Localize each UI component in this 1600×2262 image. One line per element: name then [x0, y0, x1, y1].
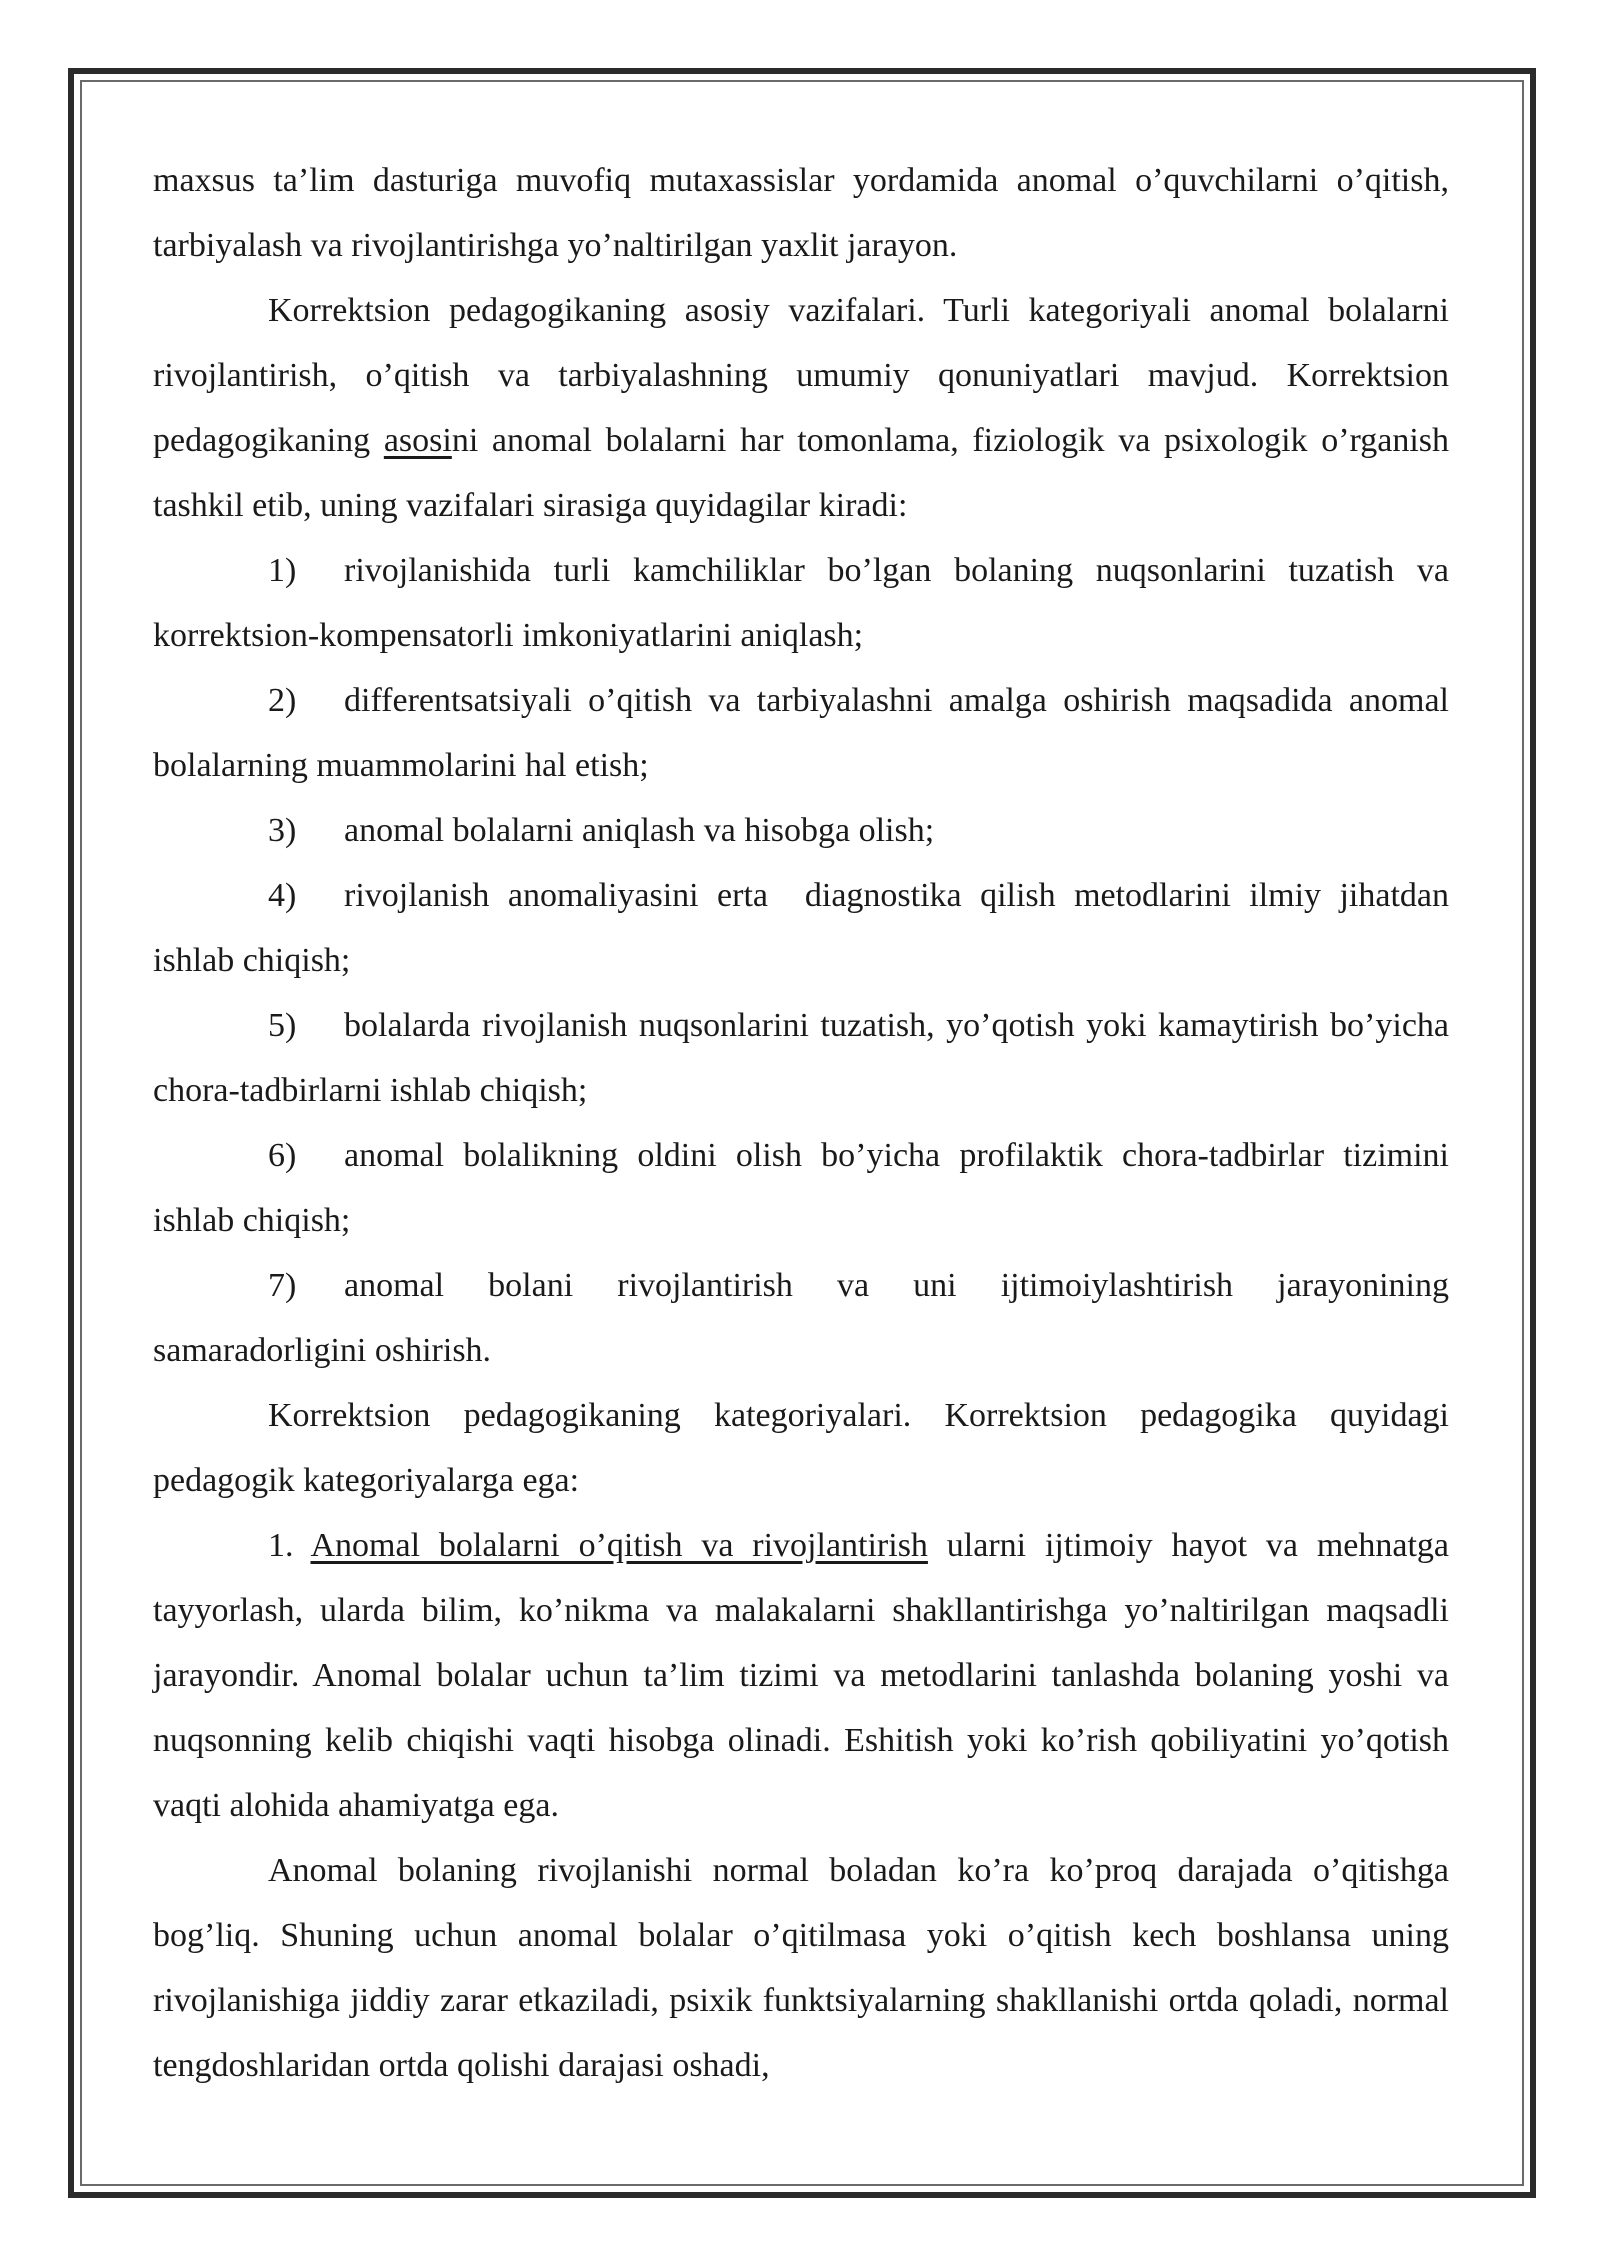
paragraph-development: Anomal bolaning rivojlanishi normal boladan ko’ra ko’proq darajada o’qitishga bog’liq. Shuning uchun anomal bolalar o’qitilmasa yoki o’qitish kech boshlansa uning rivojlanishiga jiddiy zarar etkaziladi, psixik funktsiyalarning shakllanishi ortda qoladi, normal tengdoshlaridan ortda qolishi darajasi oshadi,	[153, 1852, 1449, 2084]
task-number: 3)	[268, 812, 297, 849]
task-number: 2)	[268, 682, 297, 719]
task-text: anomal bolalarni aniqlash va hisobga olish;	[344, 812, 935, 849]
underlined-link[interactable]: Anomal bolalarni o’qitish va rivojlantirish	[310, 1527, 928, 1564]
category-number: 1.	[268, 1527, 311, 1564]
task-text: differentsatsiyali o’qitish va tarbiyalashni amalga oshirish maqsadida anomal bolalarning muammolarini hal etish;	[153, 682, 1449, 784]
task-text: rivojlanishida turli kamchiliklar bo’lgan bolaning nuqsonlarini tuzatish va korrektsion-kompensatorli imkoniyatlarini aniqlash;	[153, 552, 1449, 654]
task-item	[153, 993, 1449, 1123]
task-text: rivojlanish anomaliyasini erta diagnostika qilish metodlarini ilmiy jihatdan ishlab chiqish;	[153, 877, 1458, 979]
task-number: 1)	[268, 552, 297, 589]
task-item	[153, 1253, 1449, 1383]
paragraph-text: ni anomal bolalarni har tomonlama, fiziologik va psixologik o’rganish tashkil etib, uning vazifalari sirasiga quyidagilar kiradi:	[153, 422, 1449, 524]
paragraph-continuation: maxsus ta’lim dasturiga muvofiq mutaxassislar yordamida anomal o’quvchilarni o’qitish, tarbiyalash va rivojlantirishga yo’naltirilgan yaxlit jarayon.	[153, 162, 1449, 264]
paragraph-category-1	[153, 1513, 1449, 1838]
task-item	[153, 668, 1449, 798]
paragraph-text: Korrektsion pedagogikaning asosiy vazifalari. Turli kategoriyali anomal bolalarni rivojlantirish, o’qitish va tarbiyalashning umumiy qonuniyatlari mavjud. Korrektsion pedagogikaning	[153, 292, 1449, 459]
task-text: anomal bolalikning oldini olish bo’yicha profilaktik chora-tadbirlar tizimini ishlab chiqish;	[153, 1137, 1449, 1239]
task-item	[153, 798, 1449, 863]
task-number: 5)	[268, 1007, 297, 1044]
task-item	[153, 538, 1449, 668]
paragraph-tasks-intro	[153, 278, 1449, 538]
underlined-link[interactable]: asosi	[383, 422, 452, 459]
task-number: 4)	[268, 877, 297, 914]
paragraph-categories-intro: Korrektsion pedagogikaning kategoriyalari. Korrektsion pedagogika quyidagi pedagogik kategoriyalarga ega:	[153, 1397, 1449, 1499]
task-number: 6)	[268, 1137, 297, 1174]
task-item	[153, 863, 1458, 993]
paragraph-text: ularni ijtimoiy hayot va mehnatga tayyorlash, ularda bilim, ko’nikma va malakalarni shakllantirishga yo’naltirilgan maqsadli jarayondir. Anomal bolalar uchun ta’lim tizimi va metodlarini tanlashda bolaning yoshi va nuqsonning kelib chiqishi vaqti hisobga olinadi. Eshitish yoki ko’rish qobiliyatini yo’qotish vaqti alohida ahamiyatga ega.	[153, 1527, 1450, 1824]
task-text: anomal bolani rivojlantirish va uni ijtimoiylashtirish jarayonining samaradorligini oshirish.	[153, 1267, 1449, 1369]
task-text: bolalarda rivojlanish nuqsonlarini tuzatish, yo’qotish yoki kamaytirish bo’yicha chora-tadbirlarni ishlab chiqish;	[153, 1007, 1449, 1109]
document-body	[153, 148, 1458, 2098]
task-item	[153, 1123, 1449, 1253]
task-number: 7)	[268, 1267, 297, 1304]
